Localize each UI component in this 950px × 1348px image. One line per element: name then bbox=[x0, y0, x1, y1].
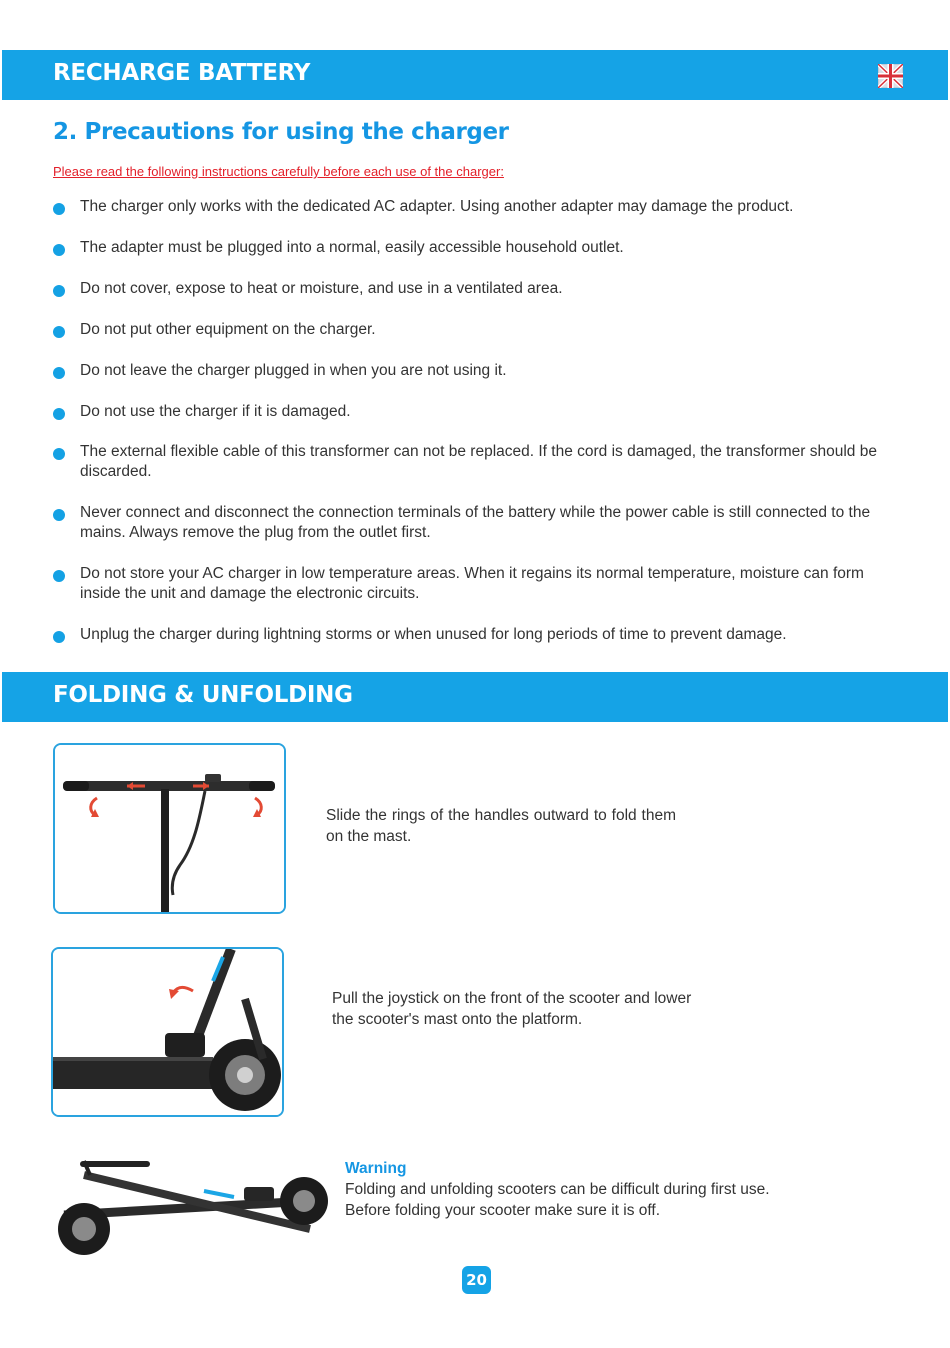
folding-title: FOLDING & UNFOLDING bbox=[53, 682, 353, 708]
list-item-text: Do not put other equipment on the charger. bbox=[80, 321, 376, 338]
warning-text: Folding and unfolding scooters can be difficult during first use. Before folding your scooter make sure it is off. bbox=[345, 1181, 770, 1219]
bullet-dot-icon bbox=[53, 570, 65, 582]
list-item-text: The adapter must be plugged into a normal, easily accessible household outlet. bbox=[80, 239, 624, 256]
uk-flag-icon bbox=[878, 64, 903, 88]
list-item-text: The charger only works with the dedicated AC adapter. Using another adapter may damage the product. bbox=[80, 198, 794, 215]
handlebar-fold-image bbox=[53, 743, 286, 914]
header-banner bbox=[2, 50, 948, 100]
folded-scooter-image bbox=[44, 1141, 331, 1271]
page-number: 20 bbox=[462, 1266, 491, 1294]
list-item-text: The external flexible cable of this transformer can not be replaced. If the cord is damaged, the transformer should be discarded. bbox=[80, 443, 877, 480]
bullet-dot-icon bbox=[53, 326, 65, 338]
warning-block bbox=[345, 1158, 815, 1221]
bullet-dot-icon bbox=[53, 408, 65, 420]
bullet-dot-icon bbox=[53, 203, 65, 215]
step2-text: Pull the joystick on the front of the scooter and lower the scooter's mast onto the platform. bbox=[332, 990, 692, 1028]
warning-title: Warning bbox=[345, 1160, 407, 1177]
step1-text: Slide the rings of the handles outward to fold them on the mast. bbox=[326, 807, 676, 845]
list-item-text: Do not cover, expose to heat or moisture, and use in a ventilated area. bbox=[80, 280, 563, 297]
bullet-dot-icon bbox=[53, 367, 65, 379]
bullet-dot-icon bbox=[53, 285, 65, 297]
folding-banner bbox=[2, 672, 948, 722]
list-item-text: Never connect and disconnect the connection terminals of the battery while the power cable is still connected to the mains. Always remove the plug from the outlet first. bbox=[80, 504, 871, 541]
section-subtitle: 2. Precautions for using the charger bbox=[53, 119, 509, 145]
notice-text: Please read the following instructions carefully before each use of the charger: bbox=[53, 164, 504, 179]
page-title: RECHARGE BATTERY bbox=[53, 60, 311, 86]
bullet-dot-icon bbox=[53, 509, 65, 521]
bullet-dot-icon bbox=[53, 448, 65, 460]
list-item-text: Do not store your AC charger in low temperature areas. When it regains its normal temperature, moisture can form inside the unit and damage the electronic circuits. bbox=[80, 565, 864, 602]
list-item-text: Unplug the charger during lightning storms or when unused for long periods of time to prevent damage. bbox=[80, 626, 787, 643]
bullet-dot-icon bbox=[53, 244, 65, 256]
list-item-text: Do not use the charger if it is damaged. bbox=[80, 403, 351, 420]
list-item-text: Do not leave the charger plugged in when you are not using it. bbox=[80, 362, 507, 379]
mast-fold-image bbox=[51, 947, 284, 1117]
bullet-dot-icon bbox=[53, 631, 65, 643]
